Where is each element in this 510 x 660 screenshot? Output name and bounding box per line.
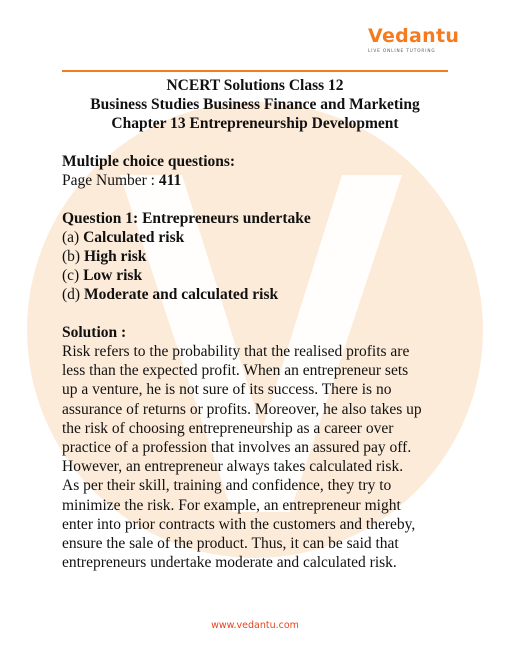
doc-title-line-3: Chapter 13 Entrepreneurship Development [111,115,399,132]
solution-title: Solution : [62,324,127,341]
solution-line: Risk refers to the probability that the realised profits are [62,343,410,360]
document-body [62,76,448,572]
solution-line: entrepreneurs undertake moderate and calculated risk. [62,554,397,572]
option-a [62,228,448,247]
solution-line: minimize the risk. For example, an entrepreneur might [62,496,401,514]
solution-line: As per their skill, training and confidence, they try to [62,477,392,495]
section-title: Multiple choice questions: [62,153,236,170]
solution-line: enter into prior contracts with the customers and thereby, [62,515,416,533]
header-divider [62,70,448,72]
option-letter: (c) [62,267,84,284]
solution-paragraph [62,342,448,572]
option-text: High risk [83,248,147,265]
vedantu-logo [368,25,460,66]
option-b [62,247,448,266]
solution-line: assurance of returns or profits. Moreover, he also takes up [62,400,422,418]
solution-line: less than the expected profit. When an entrepreneur sets [62,362,409,380]
option-letter: (b) [62,248,84,265]
logo-wordmark: Vedantu [368,25,460,47]
solution-line: ensure the sale of the product. Thus, it can be said that [62,535,399,553]
page-number-line [62,171,448,190]
option-text: Low risk [83,267,143,284]
option-c [62,266,448,285]
option-letter: (a) [62,229,84,246]
solution-line: up a venture, he is not sure of its success. There is no [62,381,392,399]
doc-title-line-1: NCERT Solutions Class 12 [166,77,344,94]
page-number-label: Page Number : [62,172,159,189]
option-letter: (d) [62,286,84,303]
page-number-value: 411 [158,172,182,189]
logo-tagline: LIVE ONLINE TUTORING [368,48,436,53]
option-text: Moderate and calculated risk [83,286,279,303]
solution-line: practice of a profession that involves an assured pay off. [62,439,412,457]
solution-line: However, an entrepreneur always takes calculated risk. [62,458,404,476]
option-text: Calculated risk [83,229,185,246]
question-text: Question 1: Entrepreneurs undertake [62,210,311,227]
solution-line: the risk of choosing entrepreneurship as a career over [62,419,394,437]
doc-title-line-2: Business Studies Business Finance and Marketing [90,96,420,113]
footer-url[interactable]: www.vedantu.com [211,620,299,631]
option-d [62,285,448,304]
